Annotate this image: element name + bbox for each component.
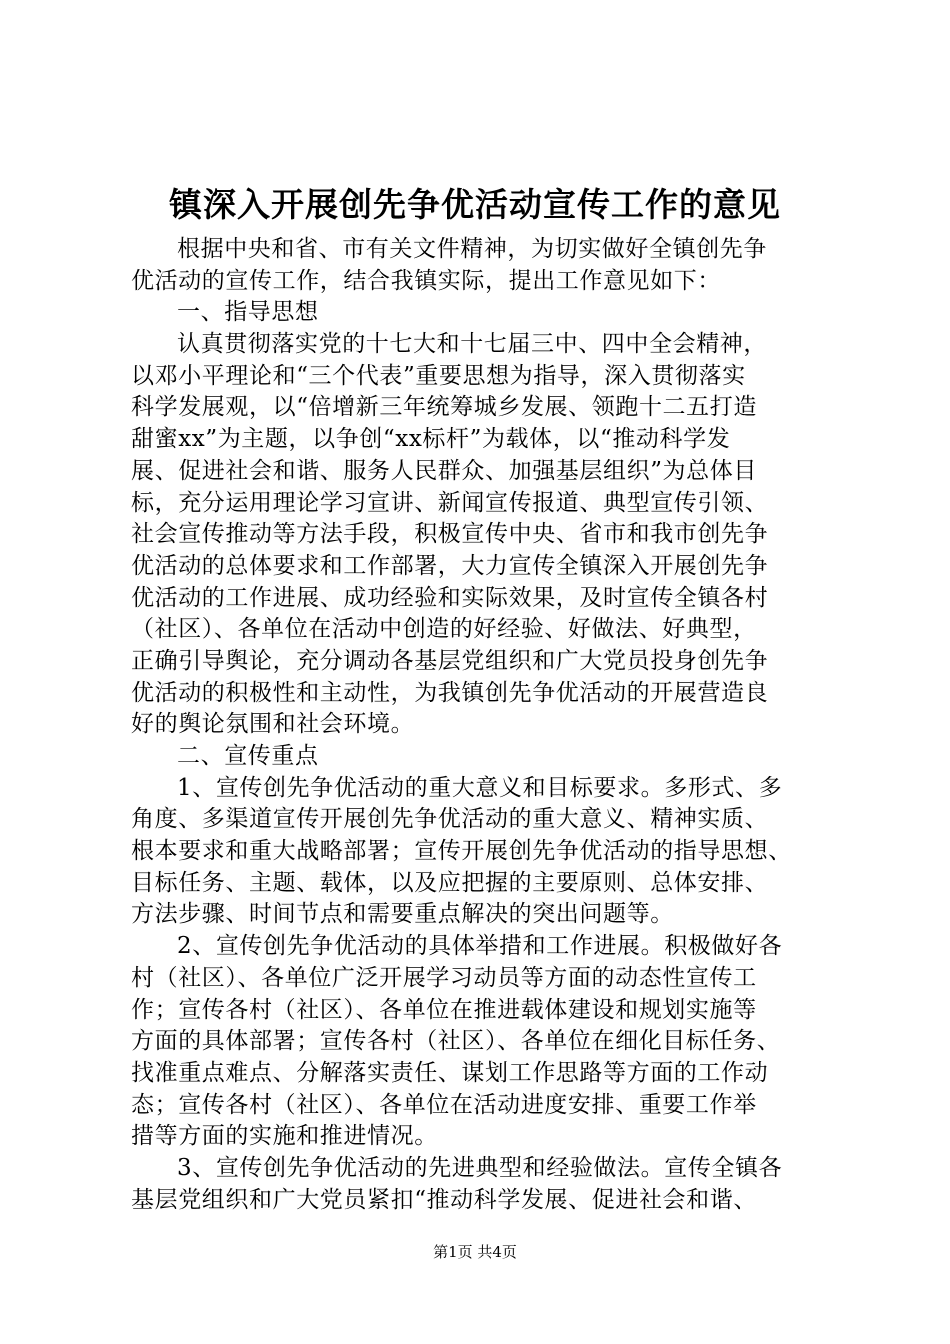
body-line: 展、促进社会和谐、服务人民群众、加强基层组织”为总体目	[131, 457, 757, 484]
body-line: 2、宣传创先争优活动的具体举措和工作进展。积极做好各	[177, 933, 783, 960]
body-line: 3、宣传创先争优活动的先进典型和经验做法。宣传全镇各	[177, 1154, 783, 1181]
document-title: 镇深入开展创先争优活动宣传工作的意见	[169, 185, 781, 224]
body-line: 角度、多渠道宣传开展创先争优活动的重大意义、精神实质、	[131, 806, 769, 833]
body-line: 优活动的积极性和主动性，为我镇创先争优活动的开展营造良	[131, 679, 769, 706]
body-line: 基层党组织和广大党员紧扣“推动科学发展、促进社会和谐、	[131, 1186, 757, 1213]
body-line: 村（社区）、各单位广泛开展学习动员等方面的动态性宣传工	[131, 964, 757, 991]
body-line: 正确引导舆论，充分调动各基层党组织和广大党员投身创先争	[131, 647, 769, 674]
body-line: 科学发展观，以“倍增新三年统筹城乡发展、领跑十二五打造	[131, 394, 757, 421]
body-line: 方面的具体部署；宣传各村（社区）、各单位在细化目标任务、	[131, 1028, 781, 1055]
document-body	[131, 234, 831, 1216]
body-line: 根据中央和省、市有关文件精神，为切实做好全镇创先争	[177, 236, 767, 262]
body-line: 二、宣传重点	[177, 743, 319, 769]
body-line: 一、指导思想	[177, 299, 319, 326]
body-line: 优活动的总体要求和工作部署，大力宣传全镇深入开展创先争	[131, 552, 769, 579]
body-line: 优活动的工作进展、成功经验和实际效果，及时宣传全镇各村	[131, 584, 769, 611]
body-line: 作；宣传各村（社区）、各单位在推进载体建设和规划实施等	[131, 996, 757, 1023]
body-line: 优活动的宣传工作，结合我镇实际，提出工作意见如下：	[131, 267, 721, 294]
body-line: 以邓小平理论和“三个代表”重要思想为指导，深入贯彻落实	[131, 362, 746, 389]
body-line: 认真贯彻落实党的十七大和十七届三中、四中全会精神，	[177, 331, 767, 358]
body-line: 根本要求和重大战略部署；宣传开展创先争优活动的指导思想、	[131, 838, 792, 865]
body-line: 措等方面的实施和推进情况。	[131, 1123, 438, 1150]
body-line: 目标任务、主题、载体，以及应把握的主要原则、总体安排、	[131, 869, 769, 896]
body-line: 甜蜜xx”为主题，以争创“xx标杆”为载体，以“推动科学发	[131, 426, 731, 453]
body-line: 找准重点难点、分解落实责任、谋划工作思路等方面的工作动	[131, 1059, 769, 1086]
body-line: 方法步骤、时间节点和需要重点解决的突出问题等。	[131, 901, 674, 928]
body-line: 态；宣传各村（社区）、各单位在活动进度安排、重要工作举	[131, 1091, 757, 1118]
page-footer: 第1页 共4页	[433, 1243, 517, 1261]
body-line: （社区）、各单位在活动中创造的好经验、好做法、好典型，	[131, 616, 757, 643]
body-line: 标，充分运用理论学习宣讲、新闻宣传报道、典型宣传引领、	[131, 489, 769, 516]
body-line: 1、宣传创先争优活动的重大意义和目标要求。多形式、多	[177, 774, 783, 801]
body-line: 好的舆论氛围和社会环境。	[131, 711, 415, 738]
body-line: 社会宣传推动等方法手段，积极宣传中央、省市和我市创先争	[131, 521, 769, 548]
